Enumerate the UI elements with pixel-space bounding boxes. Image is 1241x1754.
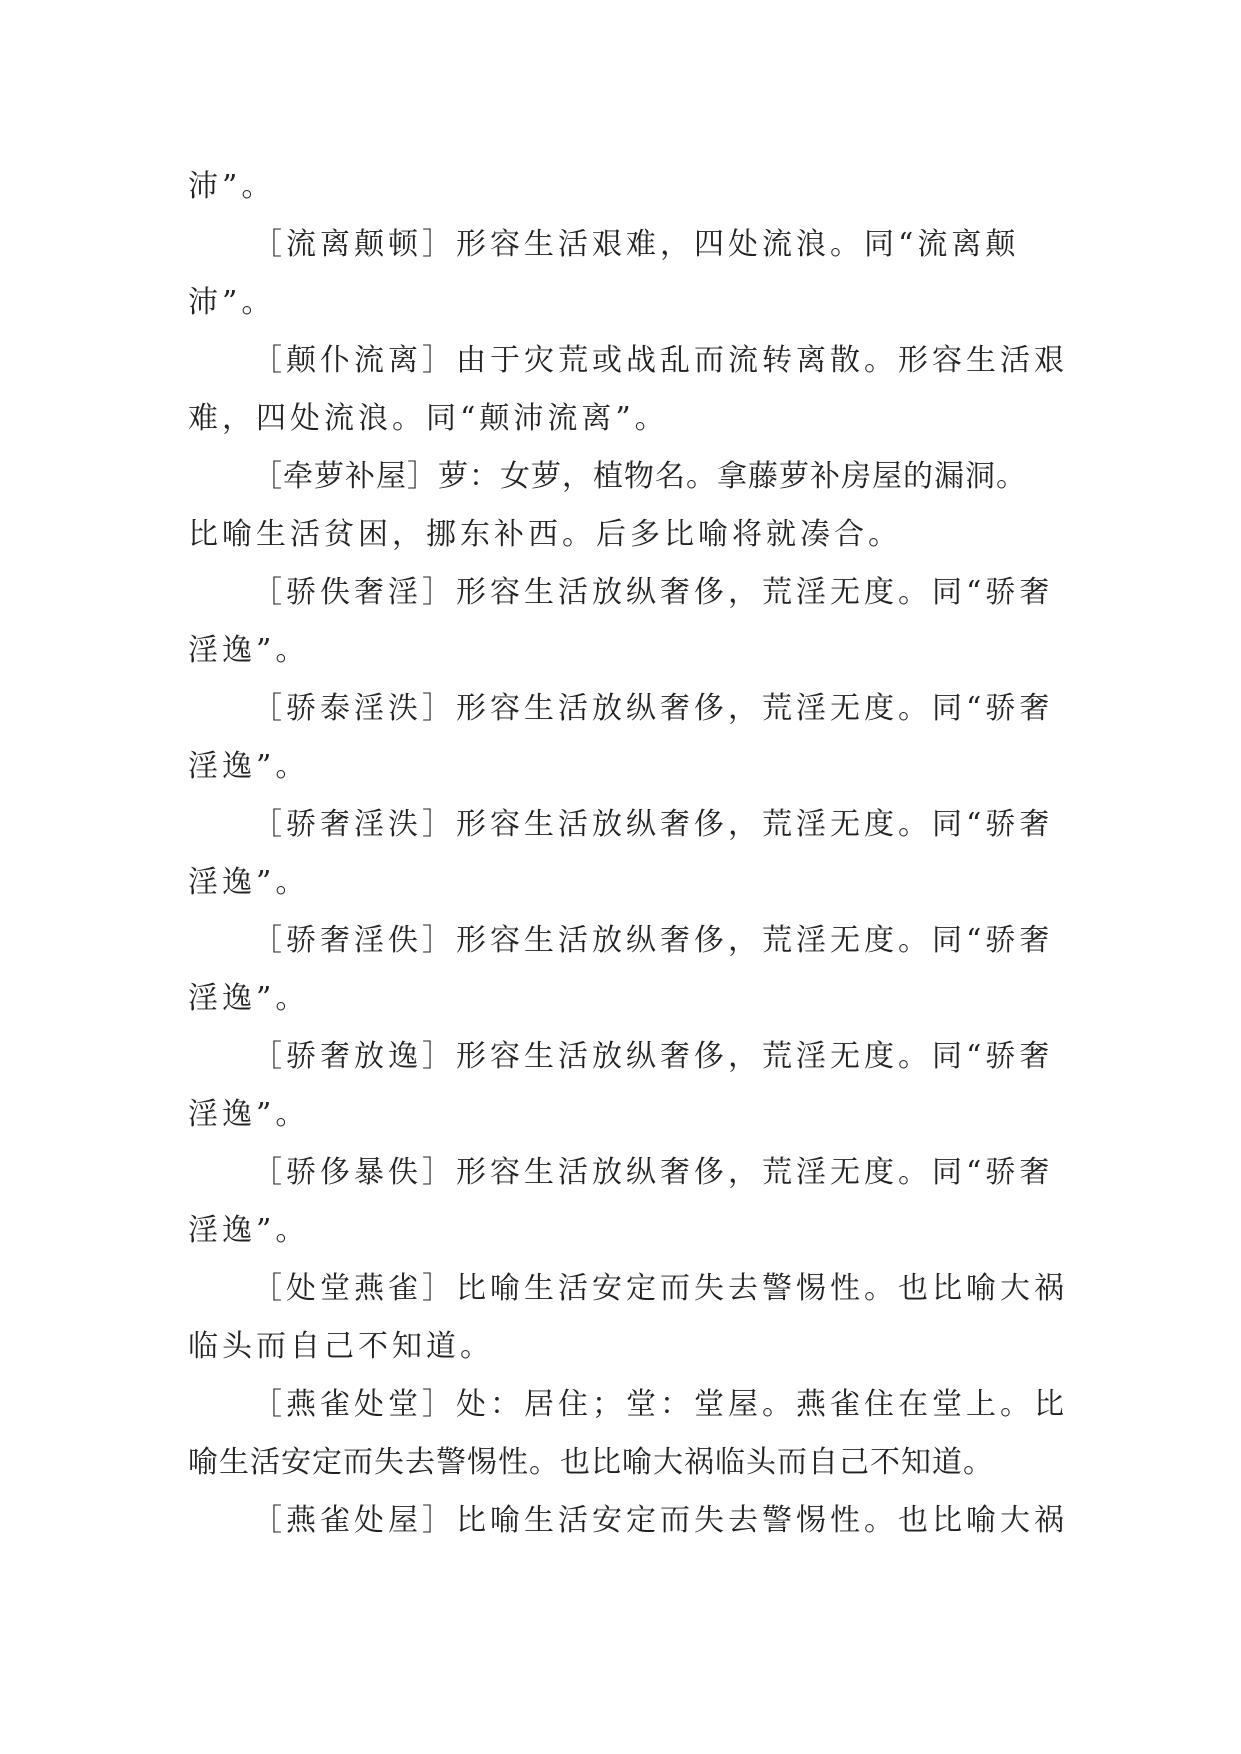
text-line: 淫逸”。 — [188, 1213, 310, 1248]
text-line: 淫逸”。 — [188, 865, 310, 900]
entry-line: ［牵萝补屋］萝：女萝，植物名。拿藤萝补房屋的漏洞。 — [252, 459, 1027, 494]
text-line: 临头而自己不知道。 — [188, 1329, 494, 1364]
entry-line: ［燕雀处屋］比喻生活安定而失去警惕性。也比喻大祸 — [252, 1503, 1068, 1538]
entry-line: ［骄泰淫泆］形容生活放纵奢侈，荒淫无度。同“骄奢 — [252, 691, 1054, 726]
text-line: 淫逸”。 — [188, 981, 310, 1016]
document-page — [188, 158, 1068, 1550]
text-line: 比喻生活贫困，挪东补西。后多比喻将就凑合。 — [188, 517, 902, 552]
entry-line: ［燕雀处堂］处：居住；堂：堂屋。燕雀住在堂上。比 — [252, 1387, 1068, 1422]
text-line: 淫逸”。 — [188, 1097, 310, 1132]
text-line: 淫逸”。 — [188, 633, 310, 668]
entry-line: ［流离颠顿］形容生活艰难，四处流浪。同“流离颠 — [252, 227, 1020, 262]
entry-line: ［颠仆流离］由于灾荒或战乱而流转离散。形容生活艰 — [252, 343, 1068, 378]
text-line: 淫逸”。 — [188, 749, 310, 784]
text-line: 喻生活安定而失去警惕性。也比喻大祸临头而自己不知道。 — [188, 1445, 994, 1480]
entry-line: ［骄佚奢淫］形容生活放纵奢侈，荒淫无度。同“骄奢 — [252, 575, 1054, 610]
entry-line: ［处堂燕雀］比喻生活安定而失去警惕性。也比喻大祸 — [252, 1271, 1068, 1306]
text-line: 沛”。 — [188, 169, 276, 204]
text-line: 沛”。 — [188, 285, 276, 320]
entry-line: ［骄奢淫佚］形容生活放纵奢侈，荒淫无度。同“骄奢 — [252, 923, 1054, 958]
text-line: 难，四处流浪。同“颠沛流离”。 — [188, 401, 669, 436]
entry-line: ［骄奢放逸］形容生活放纵奢侈，荒淫无度。同“骄奢 — [252, 1039, 1054, 1074]
entry-line: ［骄侈暴佚］形容生活放纵奢侈，荒淫无度。同“骄奢 — [252, 1155, 1054, 1190]
entry-line: ［骄奢淫泆］形容生活放纵奢侈，荒淫无度。同“骄奢 — [252, 807, 1054, 842]
